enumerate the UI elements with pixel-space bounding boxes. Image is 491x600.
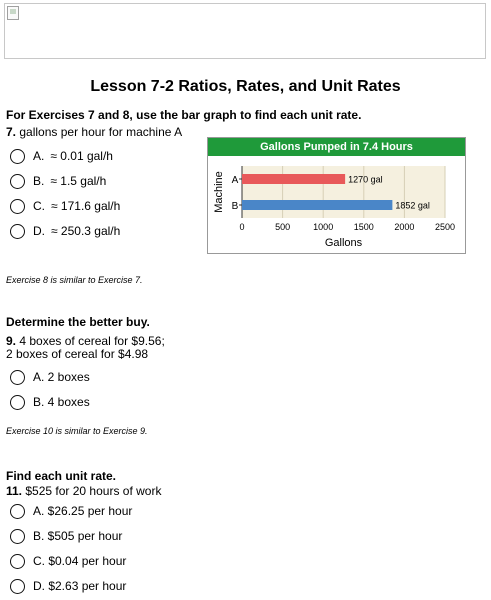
choice-text: ≈ 0.01 gal/h (50, 149, 113, 163)
choice-text: B. 4 boxes (33, 395, 90, 409)
broken-image-icon (7, 6, 19, 20)
question-7 (6, 125, 182, 139)
y-axis-label: Machine (213, 171, 225, 213)
question-number: 9. (6, 334, 17, 348)
question-text-line2: 2 boxes of cereal for $4.98 (6, 347, 149, 361)
choice-text: C. $0.04 per hour (33, 554, 127, 568)
x-tick-label: 0 (239, 222, 245, 232)
radio-button[interactable] (10, 529, 25, 544)
question-text: $525 for 20 hours of work (25, 484, 162, 498)
question-11 (6, 484, 161, 498)
note-exercise-10: Exercise 10 is similar to Exercise 9. (6, 426, 148, 436)
x-axis-label: Gallons (324, 237, 363, 249)
choice-text: ≈ 171.6 gal/h (51, 199, 121, 213)
chart-canvas (208, 138, 467, 255)
bar-b (242, 200, 392, 210)
question-text: gallons per hour for machine A (19, 125, 183, 139)
radio-button[interactable] (10, 370, 25, 385)
x-tick-label: 2500 (434, 222, 456, 232)
q7-choice-c[interactable] (10, 197, 120, 215)
q11-choice-c[interactable] (10, 552, 126, 570)
radio-button[interactable] (10, 199, 25, 214)
question-number: 11. (6, 484, 23, 498)
q11-choice-b[interactable] (10, 527, 122, 545)
category-label: A (231, 175, 239, 186)
bar-a (242, 174, 345, 184)
x-tick-label: 1000 (313, 222, 334, 232)
q9-choice-b[interactable] (10, 393, 90, 411)
choice-letter: B. (33, 174, 45, 188)
radio-button[interactable] (10, 149, 25, 164)
category-label: B (231, 201, 239, 212)
broken-image-banner (4, 3, 486, 59)
choice-text: D. $2.63 per hour (33, 579, 127, 593)
radio-button[interactable] (10, 395, 25, 410)
q11-choice-a[interactable] (10, 502, 132, 520)
radio-button[interactable] (10, 174, 25, 189)
instructions-7-8: For Exercises 7 and 8, use the bar graph to find each unit rate. (6, 108, 362, 122)
choice-text: ≈ 250.3 gal/h (51, 224, 121, 238)
bar-chart (207, 137, 466, 254)
q11-choice-d[interactable] (10, 577, 126, 595)
q9-choice-a[interactable] (10, 368, 90, 386)
x-tick-label: 2000 (394, 222, 415, 232)
choice-text: A. $26.25 per hour (33, 504, 133, 518)
choice-letter: A. (33, 149, 45, 163)
q7-choice-d[interactable] (10, 222, 120, 240)
question-text-line1: 4 boxes of cereal for $9.56; (19, 334, 165, 348)
question-number: 7. (6, 125, 17, 139)
choice-text: ≈ 1.5 gal/h (50, 174, 107, 188)
choice-text: B. $505 per hour (33, 529, 123, 543)
radio-button[interactable] (10, 579, 25, 594)
chart-title: Gallons Pumped in 7.4 Hours (208, 138, 465, 156)
section-better-buy: Determine the better buy. (6, 315, 150, 329)
q7-choice-b[interactable] (10, 172, 106, 190)
choice-letter: C. (33, 199, 45, 213)
data-label: 1270 gal (348, 174, 383, 185)
q7-choice-a[interactable] (10, 147, 113, 165)
x-tick-label: 1500 (353, 222, 374, 232)
radio-button[interactable] (10, 224, 25, 239)
radio-button[interactable] (10, 504, 25, 519)
choice-text: A. 2 boxes (33, 370, 90, 384)
data-label: 1852 gal (395, 200, 430, 211)
question-9 (6, 335, 165, 361)
lesson-title: Lesson 7-2 Ratios, Rates, and Unit Rates (90, 78, 401, 95)
section-unit-rate: Find each unit rate. (6, 469, 117, 483)
choice-letter: D. (33, 224, 45, 238)
radio-button[interactable] (10, 554, 25, 569)
note-exercise-8: Exercise 8 is similar to Exercise 7. (6, 275, 143, 285)
x-tick-label: 500 (275, 222, 291, 232)
